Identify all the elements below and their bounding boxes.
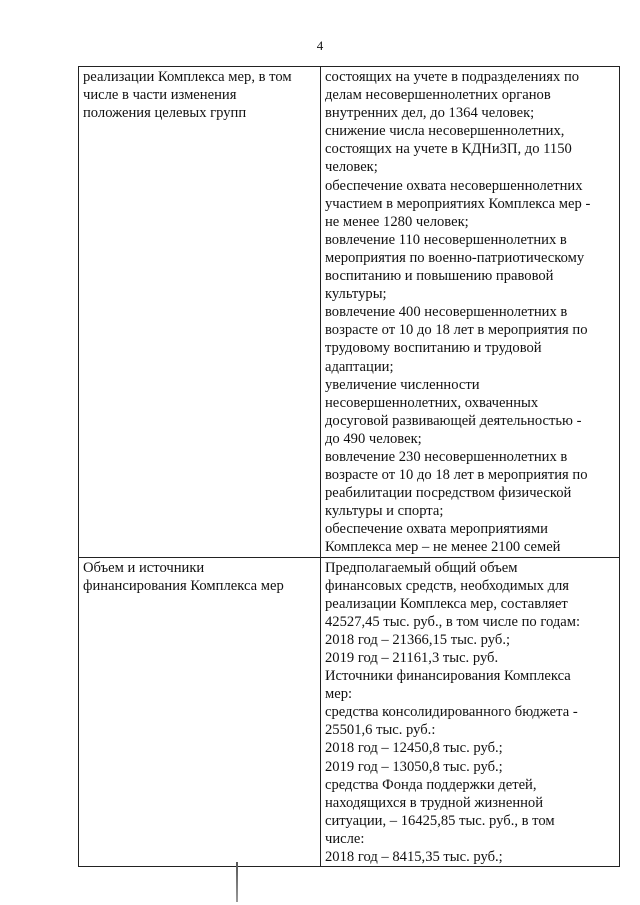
text-line: внутренних дел, до 1364 человек;	[325, 105, 535, 122]
text-line: до 490 человек;	[325, 430, 422, 447]
page-number: 4	[316, 38, 324, 53]
text-line: реализации Комплекса мер, составляет	[325, 595, 568, 612]
text-line: финансирования Комплекса мер	[83, 577, 284, 594]
text-line: вовлечение 110 несовершеннолетних в	[325, 231, 567, 248]
text-line: увеличение численности	[325, 376, 480, 393]
text-line: воспитанию и повышению правовой	[325, 268, 554, 285]
text-line: 2018 год – 21366,15 тыс. руб.;	[325, 631, 511, 648]
text-line: находящихся в трудной жизненной	[325, 794, 544, 811]
text-line: вовлечение 230 несовершеннолетних в	[325, 448, 568, 465]
scan-mark	[236, 862, 238, 902]
text-line: ситуации, – 16425,85 тыс. руб., в том	[325, 812, 555, 829]
text-line: трудовому воспитанию и трудовой	[325, 340, 542, 357]
text-line: культуры;	[325, 286, 387, 303]
text-line: человек;	[325, 159, 378, 176]
text-line: снижение числа несовершеннолетних,	[325, 123, 565, 140]
text-line: не менее 1280 человек;	[325, 213, 469, 230]
text-line: положения целевых групп	[83, 105, 247, 122]
text-line: Объем и источники	[83, 559, 205, 576]
text-line: несовершеннолетних, охваченных	[325, 394, 539, 411]
text-line: 25501,6 тыс. руб.:	[325, 722, 436, 739]
table-row	[79, 67, 620, 558]
text-line: 2019 год – 21161,3 тыс. руб.	[325, 650, 499, 666]
text-line: делам несовершеннолетних органов	[325, 87, 551, 104]
indicators-cell	[321, 67, 620, 558]
text-line: числе в части изменения	[83, 87, 237, 104]
text-line: обеспечение охвата несовершеннолетних	[325, 177, 583, 194]
text-line: реализации Комплекса мер, в том	[83, 69, 292, 85]
text-line: 42527,45 тыс. руб., в том числе по годам:	[325, 613, 581, 630]
text-line: Предполагаемый общий объем	[325, 559, 518, 576]
text-line: 2019 год – 13050,8 тыс. руб.;	[325, 758, 503, 775]
funding-label-cell	[79, 557, 321, 867]
text-line: состоящих на учете в КДНиЗП, до 1150	[325, 141, 572, 158]
text-line: возрасте от 10 до 18 лет в мероприятия по	[325, 322, 588, 339]
target-group-cell	[79, 67, 321, 558]
text-line: участием в мероприятиях Комплекса мер -	[325, 195, 591, 212]
text-line: Источники финансирования Комплекса	[325, 668, 571, 685]
text-line: вовлечение 400 несовершеннолетних в	[325, 304, 568, 321]
funding-details-cell	[321, 557, 620, 867]
text-line: 2018 год – 8415,35 тыс. руб.;	[325, 849, 503, 866]
text-line: мер:	[325, 686, 353, 703]
text-line: финансовых средств, необходимых для	[325, 577, 570, 594]
text-line: средства консолидированного бюджета -	[325, 704, 578, 721]
text-line: мероприятия по военно-патриотическому	[325, 249, 585, 266]
text-line: средства Фонда поддержки детей,	[325, 776, 537, 793]
text-line: Комплекса мер – не менее 2100 семей	[325, 539, 561, 556]
text-line: 2018 год – 12450,8 тыс. руб.;	[325, 740, 503, 757]
text-line: возрасте от 10 до 18 лет в мероприятия по	[325, 467, 588, 484]
text-line: досуговой развивающей деятельностью -	[325, 412, 582, 429]
text-line: адаптации;	[325, 358, 394, 375]
document-table	[78, 66, 620, 867]
text-line: обеспечение охвата мероприятиями	[325, 521, 548, 538]
table-row	[79, 557, 620, 867]
text-line: культуры и спорта;	[325, 503, 444, 520]
text-line: числе:	[325, 830, 365, 847]
text-line: реабилитации посредством физической	[325, 485, 572, 502]
text-line: состоящих на учете в подразделениях по	[325, 69, 580, 85]
